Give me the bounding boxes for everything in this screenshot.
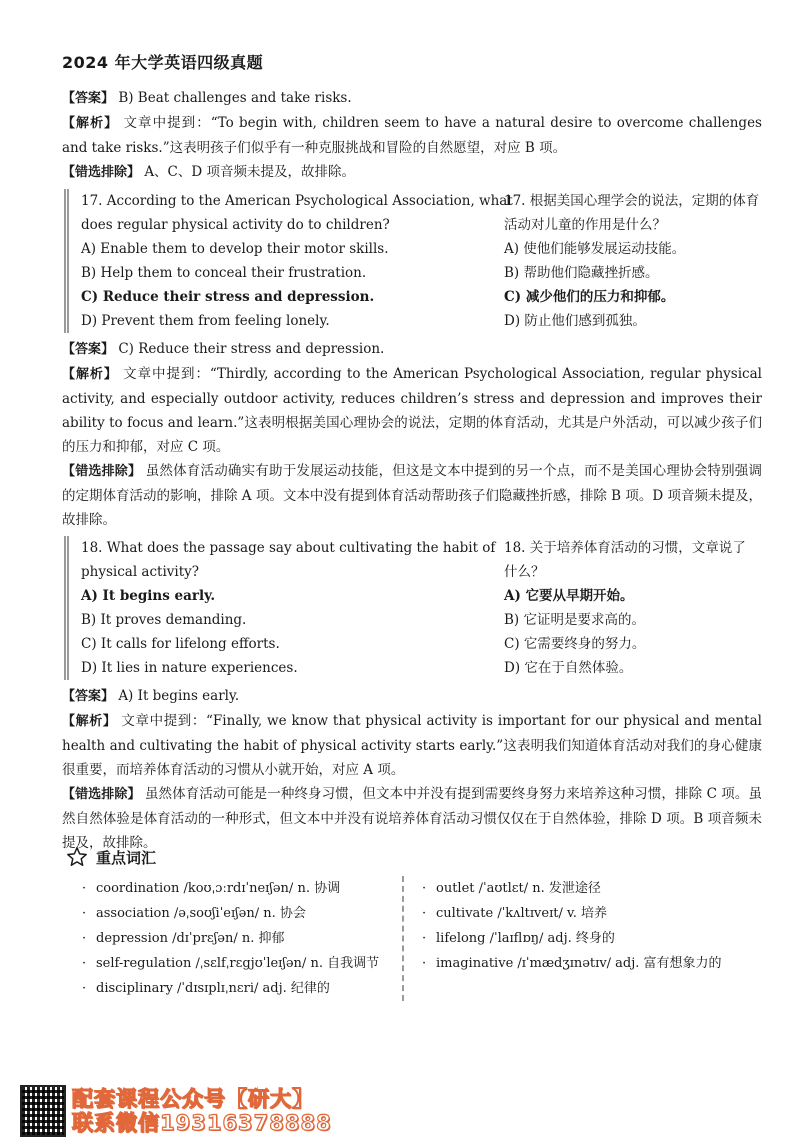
promo-text	[72, 1087, 332, 1135]
q18-zh-stem-line1: 18. 关于培养体育活动的习惯，文章说了	[504, 540, 746, 556]
q18-option-a: A) It begins early.	[81, 588, 216, 604]
answer-text: A) It begins early.	[118, 688, 240, 704]
exclude-text: 虽然体育活动确实有助于发展运动技能，但这是文本中提到的另一个点，而不是美国心理协会特别强调的定期体育活动的影响，排除 A 项。文本中没有提到体育活动帮助孩子们隐藏挫折感，排除 B 项。D 项音频未提及，故排除。	[62, 463, 762, 528]
q17-option-b: B) Help them to conceal their frustration.	[81, 265, 367, 281]
q16-analysis	[62, 111, 762, 160]
vocab-item: · coordination /koʊˌɔːrdɪˈneɪʃən/ n. 协调	[82, 881, 341, 896]
q17-zh-option-b: B) 帮助他们隐藏挫折感。	[504, 265, 659, 281]
analysis-text: 文章中提到：“Thirdly, according to the American Psychological Association, regular physical activity, and especially outdoor activity, reduces children’s stress and depression and improves their ability to focus and learn.”这表明根据美国心理协会的说法，定期的体育活动，尤其是户外活动，可以减少孩子们的压力和抑郁，对应 C 项。	[62, 366, 762, 455]
exclude-text: 虽然体育活动可能是一种终身习惯，但文本中并没有提到需要终身努力来培养这种习惯，排除 C 项。虽然自然体验是体育活动的一种形式，但文本中并没有说培养体育活动习惯仅仅在于自然体验，排除 D 项。B 项音频未提及，故排除。	[62, 786, 762, 851]
q17-zh-option-a: A) 使他们能够发展运动技能。	[504, 241, 686, 257]
vocab-item: · association /əˌsoʊʃiˈeɪʃən/ n. 协会	[82, 906, 306, 921]
vocab-item: · cultivate /ˈkʌltɪveɪt/ v. 培养	[422, 906, 608, 921]
q17-analysis	[62, 362, 762, 459]
q17-zh-option-d: D) 防止他们感到孤独。	[504, 313, 646, 329]
vocab-item: · outlet /ˈaʊtlɛt/ n. 发泄途径	[422, 881, 601, 896]
exclude-tag: 【错选排除】	[62, 787, 141, 802]
q17-option-d: D) Prevent them from feeling lonely.	[81, 313, 330, 329]
q17-stem-line2: does regular physical activity do to children?	[81, 217, 390, 233]
analysis-tag: 【解析】	[62, 116, 119, 131]
main-content	[62, 86, 762, 855]
analysis-text: 文章中提到：“To begin with, children seem to have a natural desire to overcome challenges and take risks.”这表明孩子们似乎有一种克服挑战和冒险的自然愿望，对应 B 项。	[62, 115, 762, 156]
q17-zh-stem-line2: 活动对儿童的作用是什么？	[504, 217, 666, 233]
q17-option-a: A) Enable them to develop their motor skills.	[81, 241, 389, 257]
q18-block	[62, 536, 762, 680]
q18-option-d: D) It lies in nature experiences.	[81, 660, 298, 676]
vocab-item: · imaginative /ɪˈmædʒɪnətɪv/ adj. 富有想象力的	[422, 956, 722, 971]
q18-option-c: C) It calls for lifelong efforts.	[81, 636, 280, 652]
vocab-list	[82, 876, 742, 1001]
q18-stem-line2: physical activity?	[81, 564, 200, 580]
q18-zh-option-b: B) 它证明是要求高的。	[504, 612, 645, 628]
qr-code-icon[interactable]	[20, 1085, 66, 1137]
q18-stem-line1: 18. What does the passage say about cultivating the habit of	[81, 540, 496, 556]
q18-zh-stem-line2: 什么？	[504, 564, 545, 580]
q17-chinese	[486, 189, 762, 333]
q17-answer	[62, 337, 762, 362]
q17-exclude	[62, 459, 762, 532]
q18-chinese	[486, 536, 762, 680]
vocab-header	[66, 846, 156, 868]
q18-zh-option-d: D) 它在于自然体验。	[504, 660, 633, 676]
vocab-item: · disciplinary /ˈdɪsɪplɪˌnɛri/ adj. 纪律的	[82, 981, 330, 996]
q18-english	[64, 536, 496, 680]
q18-zh-option-c: C) 它需要终身的努力。	[504, 636, 646, 652]
vocab-item: · depression /dɪˈprɛʃən/ n. 抑郁	[82, 931, 285, 946]
vocab-item: · self-regulation /ˌsɛlfˌrɛgjʊˈleɪʃən/ n. 自我调节	[82, 956, 380, 971]
q18-zh-option-a: A) 它要从早期开始。	[504, 588, 634, 604]
promo-footer	[20, 1085, 332, 1137]
exclude-tag: 【错选排除】	[62, 464, 142, 479]
promo-line1: 配套课程公众号【研大】	[72, 1087, 314, 1111]
q17-zh-option-c: C) 减少他们的压力和抑郁。	[504, 289, 675, 305]
vocab-column-right	[402, 876, 742, 1001]
q16-exclude	[62, 160, 762, 185]
analysis-text: 文章中提到：“Finally, we know that physical activity is important for our physical and mental health and cultivating the habit of physical activity starts early.”这表明我们知道体育活动对我们的身心健康很重要，而培养体育活动的习惯从小就开始，对应 A 项。	[62, 713, 762, 778]
answer-tag: 【答案】	[62, 342, 115, 357]
q16-answer	[62, 86, 762, 111]
exclude-text: A、C、D 项音频未提及，故排除。	[144, 164, 356, 180]
q18-answer	[62, 684, 762, 709]
q17-english	[64, 189, 513, 333]
q17-block	[62, 189, 762, 333]
q17-option-c: C) Reduce their stress and depression.	[81, 289, 375, 305]
exclude-tag: 【错选排除】	[62, 165, 141, 180]
answer-text: B) Beat challenges and take risks.	[118, 90, 352, 106]
q18-exclude	[62, 782, 762, 855]
answer-text: C) Reduce their stress and depression.	[118, 341, 385, 357]
answer-tag: 【答案】	[62, 689, 115, 704]
promo-line2: 联系微信19316378888	[72, 1111, 332, 1135]
answer-tag: 【答案】	[62, 91, 115, 106]
vocab-title: 重点词汇	[96, 848, 157, 867]
q17-stem-line1: 17. According to the American Psychological Association, what	[81, 193, 513, 209]
q17-zh-stem-line1: 17. 根据美国心理学会的说法，定期的体育	[504, 193, 760, 209]
analysis-tag: 【解析】	[62, 714, 117, 729]
q18-option-b: B) It proves demanding.	[81, 612, 247, 628]
analysis-tag: 【解析】	[62, 367, 118, 382]
vocab-item: · lifelong /ˈlaɪflɒŋ/ adj. 终身的	[422, 931, 615, 946]
page-title: 2024 年大学英语四级真题	[62, 53, 264, 72]
vocab-column-left	[82, 876, 402, 1001]
star-outline-icon	[66, 846, 88, 868]
q18-analysis	[62, 709, 762, 782]
